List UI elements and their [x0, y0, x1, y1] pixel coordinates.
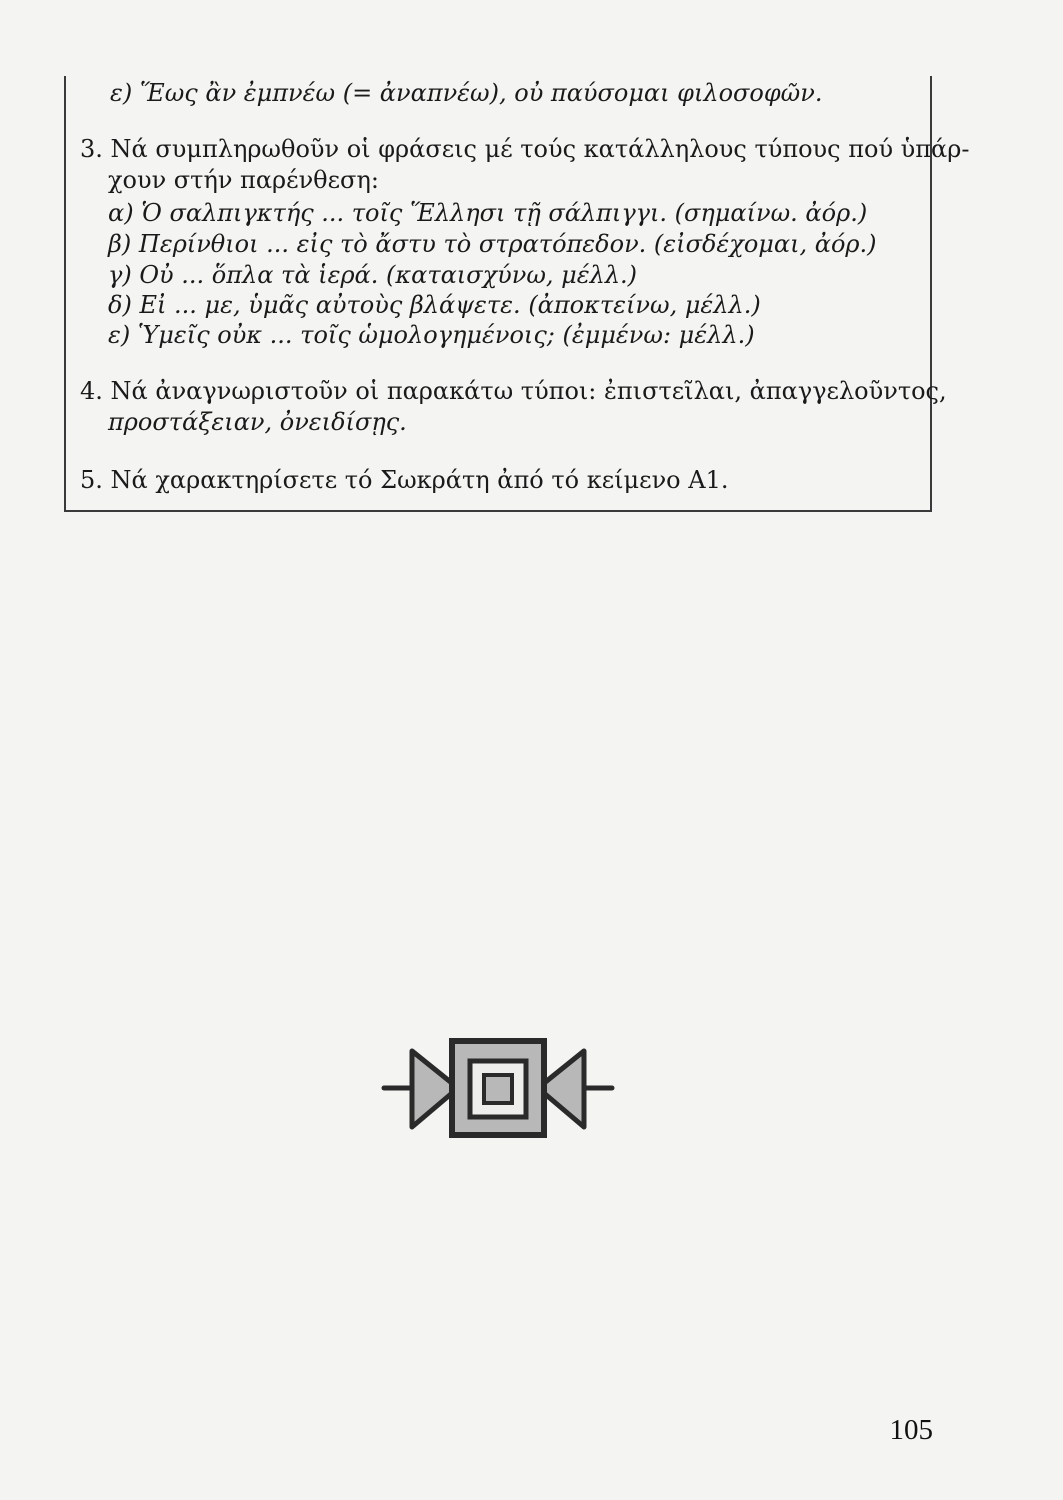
subitem-text: Ὑμεῖς οὐκ ... τοῖς ὡμολογημένοις; (ἐμμένω: μέλλ.) — [137, 321, 755, 349]
page-number: 105 — [889, 1414, 933, 1446]
subitem-text: Ὁ σαλπιγκτής ... τοῖς Ἕλλησι τῇ σάλπιγγι. (σημαίνω. ἀόρ.) — [141, 199, 868, 227]
subitem-label: δ) — [108, 291, 132, 319]
item-4-line-1 — [80, 376, 947, 406]
item-3-line-2: χουν στήν παρένθεση: — [108, 166, 379, 194]
subitem-label: α) — [108, 199, 134, 227]
item-5-text: Νά χαρακτηρίσετε τό Σωκράτη ἀπό τό κείμενο Α1. — [110, 466, 729, 494]
item-4-line1-text: Νά ἀναγνωριστοῦν οἱ παρακάτω τύποι: ἐπιστεῖλαι, ἀπαγγελοῦντος, — [110, 377, 947, 405]
subitem-label: ε) — [108, 321, 131, 349]
item-4-line-2: προστάξειαν, ὀνειδίσῃς. — [108, 408, 407, 436]
subitem-label: γ) — [108, 261, 132, 289]
subitem-text: Εἰ ... με, ὑμᾶς αὐτοὺς βλάψετε. (ἀποκτείνω, μέλλ.) — [139, 291, 761, 319]
item-2e-line — [110, 78, 822, 108]
subitem-text: Οὐ ... ὅπλα τὰ ἱερά. (καταισχύνω, μέλλ.) — [139, 261, 638, 289]
item-4-number: 4. — [80, 377, 103, 405]
item-3-line1-text: Νά συμπληρωθοῦν οἱ φράσεις μέ τούς κατάλληλους τύπους πού ὑπάρ- — [110, 135, 970, 163]
item-3-subitem-d — [108, 290, 761, 320]
item-3-number: 3. — [80, 135, 103, 163]
subitem-text: Περίνθιοι ... εἰς τὸ ἄστυ τὸ στρατόπεδον. (εἰσδέχομαι, ἀόρ.) — [138, 230, 877, 258]
item-3-subitem-b — [108, 229, 877, 259]
item-3-subitem-a — [108, 198, 867, 228]
item-3-subitem-e — [108, 320, 755, 350]
subitem-label: β) — [108, 230, 132, 258]
item-5-number: 5. — [80, 466, 103, 494]
item-3-subitem-c — [108, 260, 637, 290]
item-2e-label: ε) — [110, 79, 133, 107]
item-5-line — [80, 465, 728, 495]
bowtie-square-ornament-icon — [378, 1035, 618, 1145]
item-3-line-1 — [80, 134, 969, 164]
item-2e-text: Ἕως ἂν ἐμπνέω (= ἀναπνέω), οὐ παύσομαι φιλοσοφῶν. — [139, 79, 823, 107]
